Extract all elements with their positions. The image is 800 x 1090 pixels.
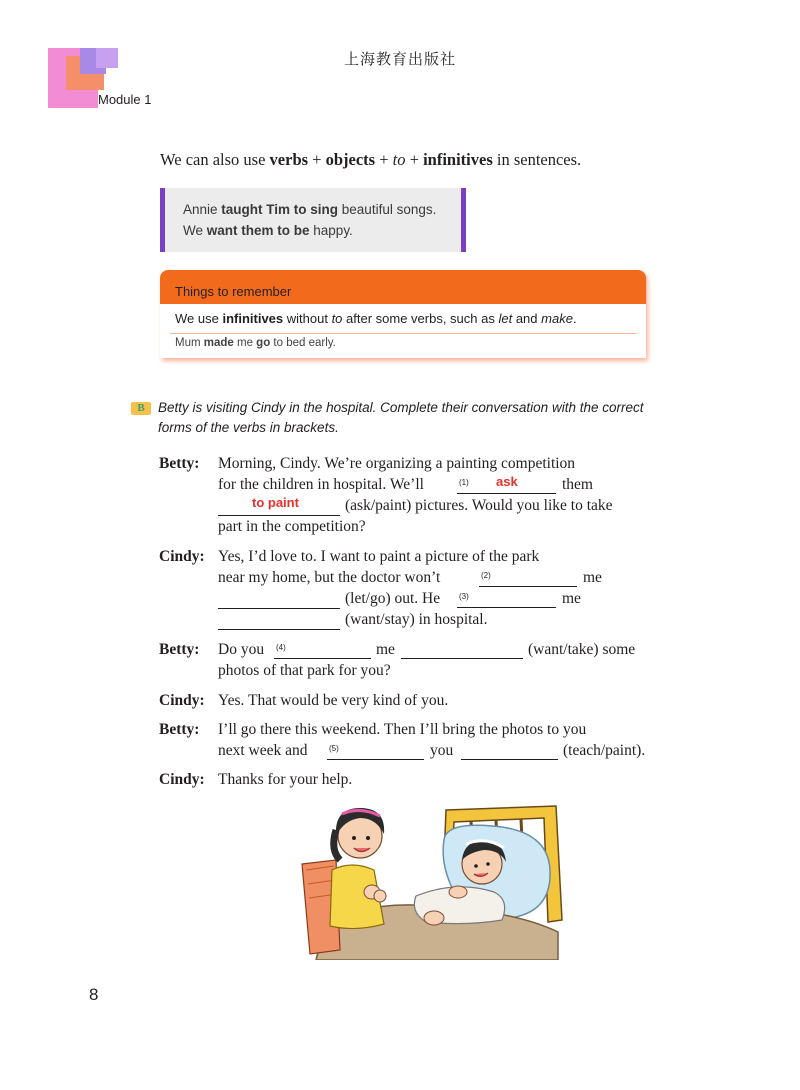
- remember-example: Mum made me go to bed early.: [175, 337, 336, 349]
- example-box: [160, 188, 466, 252]
- speaker-cindy: Cindy:: [159, 692, 205, 709]
- answer-blank-4b[interactable]: [401, 657, 523, 659]
- dialogue-text: (ask/paint) pictures. Would you like to take: [345, 497, 613, 514]
- dialogue-text: Yes, I’d love to. I want to paint a picture of the park: [218, 548, 540, 565]
- dialogue-text: (want/take) some: [528, 641, 636, 658]
- dialogue-text: Morning, Cindy. We’re organizing a painting competition: [218, 455, 576, 472]
- exercise-instruction-line-2: forms of the verbs in brackets.: [158, 420, 339, 435]
- filled-answer-1a: ask: [496, 474, 518, 489]
- dialogue-text: you: [430, 742, 454, 759]
- speaker-betty: Betty:: [159, 455, 200, 472]
- answer-blank-3b[interactable]: [218, 628, 340, 630]
- dialogue-text: Do you: [218, 641, 265, 658]
- answer-blank-5a[interactable]: [327, 758, 424, 760]
- answer-blank-1a[interactable]: [457, 492, 556, 494]
- publisher-name: 上海教育出版社: [343, 52, 456, 68]
- dialogue-text: Thanks for your help.: [218, 771, 353, 788]
- dialogue-text: them: [562, 476, 593, 493]
- speaker-betty: Betty:: [159, 641, 200, 658]
- filled-answer-1b: to paint: [252, 495, 299, 510]
- speaker-betty: Betty:: [159, 721, 200, 738]
- remember-divider: [170, 333, 636, 334]
- answer-blank-3a[interactable]: [457, 606, 556, 608]
- answer-blank-1b[interactable]: [218, 514, 340, 516]
- speaker-cindy: Cindy:: [159, 771, 205, 788]
- exercise-instruction-line-1: Betty is visiting Cindy in the hospital. Complete their conversation with the correct: [158, 400, 644, 415]
- remember-title: Things to remember: [175, 284, 292, 299]
- dialogue-text: me: [562, 590, 581, 607]
- things-to-remember-box: [160, 270, 646, 358]
- answer-blank-2a[interactable]: [479, 585, 577, 587]
- dialogue-text: photos of that park for you?: [218, 662, 391, 679]
- hospital-visit-illustration: [296, 800, 576, 960]
- dialogue-text: (teach/paint).: [563, 742, 646, 759]
- page-number: 8: [89, 985, 99, 1004]
- module-label: Module 1: [98, 92, 152, 107]
- dialogue-text: me: [583, 569, 602, 586]
- example-sentence-2: We want them to be happy.: [183, 223, 353, 238]
- dialogue-text: (want/stay) in hospital.: [345, 611, 488, 628]
- speaker-cindy: Cindy:: [159, 548, 205, 565]
- answer-blank-2b[interactable]: [218, 607, 340, 609]
- dialogue-text: Yes. That would be very kind of you.: [218, 692, 449, 709]
- blank-number: (5): [329, 744, 339, 753]
- dialogue-text: near my home, but the doctor won’t: [218, 569, 441, 586]
- dialogue-text: (let/go) out. He: [345, 590, 441, 607]
- dialogue-text: I’ll go there this weekend. Then I’ll bring the photos to you: [218, 721, 587, 738]
- blank-number: (2): [481, 571, 491, 580]
- grammar-intro: We can also use verbs + objects + to + infinitives in sentences.: [160, 150, 582, 169]
- dialogue-text: part in the competition?: [218, 518, 366, 535]
- example-sentence-1: Annie taught Tim to sing beautiful songs.: [183, 202, 437, 217]
- exercise-b-badge: B: [131, 402, 151, 415]
- answer-blank-4a[interactable]: [274, 657, 371, 659]
- remember-rule: We use infinitives without to after some verbs, such as let and make.: [175, 311, 577, 326]
- blank-number: (3): [459, 592, 469, 601]
- dialogue-text: me: [376, 641, 395, 658]
- answer-blank-5b[interactable]: [461, 758, 558, 760]
- blank-number: (4): [276, 643, 286, 652]
- dialogue-text: next week and: [218, 742, 308, 759]
- dialogue-text: for the children in hospital. We’ll: [218, 476, 424, 493]
- blank-number: (1): [459, 478, 469, 487]
